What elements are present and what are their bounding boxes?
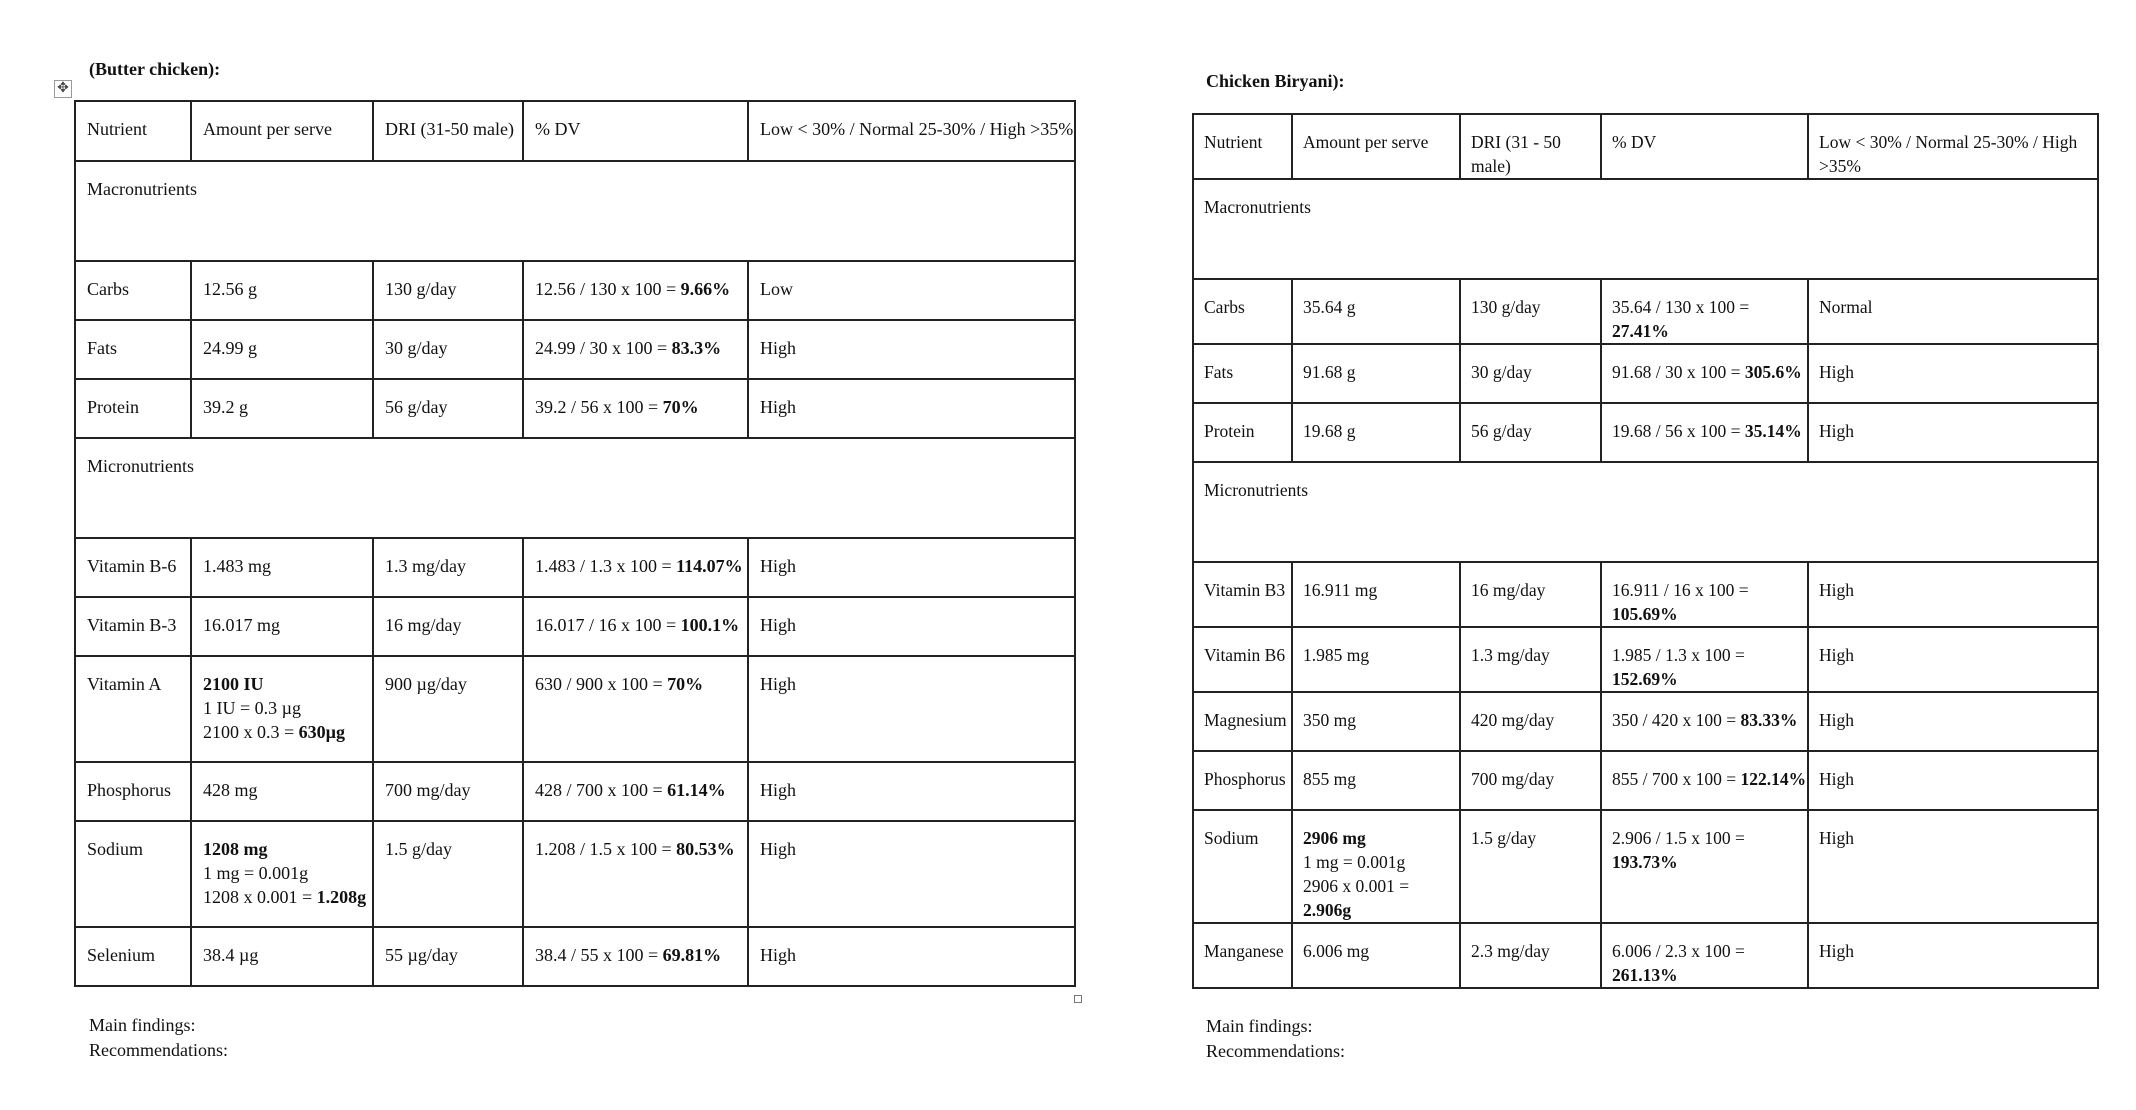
chicken-biryani-notes	[1206, 1014, 2099, 1064]
amount-cell[interactable]: 35.64 g	[1292, 279, 1460, 344]
dri-cell[interactable]: 420 mg/day	[1460, 692, 1601, 751]
nutrient-cell[interactable]: Sodium	[1193, 810, 1292, 923]
table-row	[1193, 751, 2098, 810]
dv-cell[interactable]: 855 / 700 x 100 = 122.14%	[1601, 751, 1808, 810]
dri-cell[interactable]: 16 mg/day	[373, 597, 523, 656]
level-cell[interactable]: High	[748, 927, 1075, 986]
header-cell[interactable]: Low < 30% / Normal 25-30% / High >35%	[1808, 114, 2098, 179]
dv-cell[interactable]: 91.68 / 30 x 100 = 305.6%	[1601, 344, 1808, 403]
chicken-biryani-section	[1192, 70, 2099, 1064]
table-row	[75, 597, 1075, 656]
level-cell[interactable]: High	[1808, 923, 2098, 988]
table-row	[1193, 692, 2098, 751]
table-row	[1193, 923, 2098, 988]
nutrient-cell[interactable]: Carbs	[1193, 279, 1292, 344]
dri-cell[interactable]: 1.3 mg/day	[373, 538, 523, 597]
amount-cell[interactable]: 350 mg	[1292, 692, 1460, 751]
amount-cell[interactable]: 91.68 g	[1292, 344, 1460, 403]
level-cell[interactable]: High	[748, 538, 1075, 597]
amount-cell[interactable]: 16.911 mg	[1292, 562, 1460, 627]
nutrient-cell[interactable]: Vitamin B-6	[75, 538, 191, 597]
dv-cell[interactable]: 350 / 420 x 100 = 83.33%	[1601, 692, 1808, 751]
table-row	[1193, 562, 2098, 627]
butter-chicken-nutrient-table	[74, 100, 1076, 987]
main-findings-label[interactable]: Main findings:	[89, 1015, 196, 1035]
level-cell[interactable]: High	[1808, 751, 2098, 810]
level-cell[interactable]: High	[748, 821, 1075, 927]
dri-cell[interactable]: 1.5 g/day	[373, 821, 523, 927]
butter-chicken-section	[57, 58, 1076, 1063]
dri-cell[interactable]: 900 µg/day	[373, 656, 523, 762]
dv-cell[interactable]: 12.56 / 130 x 100 = 9.66%	[523, 261, 748, 320]
dv-cell[interactable]: 630 / 900 x 100 = 70%	[523, 656, 748, 762]
section-label-micronutrients[interactable]: Micronutrients	[1193, 462, 2098, 562]
nutrient-cell[interactable]: Vitamin B6	[1193, 627, 1292, 692]
dv-cell[interactable]: 6.006 / 2.3 x 100 = 261.13%	[1601, 923, 1808, 988]
amount-cell[interactable]: 24.99 g	[191, 320, 373, 379]
section-row	[75, 161, 1075, 261]
amount-cell[interactable]: 2100 IU 1 IU = 0.3 µg 2100 x 0.3 = 630µg	[191, 656, 373, 762]
table-row	[75, 379, 1075, 438]
nutrient-cell[interactable]: Protein	[1193, 403, 1292, 462]
level-cell[interactable]: High	[1808, 403, 2098, 462]
dv-cell[interactable]: 1.483 / 1.3 x 100 = 114.07%	[523, 538, 748, 597]
section-label-macronutrients[interactable]: Macronutrients	[1193, 179, 2098, 279]
dri-cell[interactable]: 30 g/day	[1460, 344, 1601, 403]
level-cell[interactable]: High	[1808, 562, 2098, 627]
level-cell[interactable]: High	[1808, 692, 2098, 751]
level-cell[interactable]: High	[748, 320, 1075, 379]
dv-cell[interactable]: 16.911 / 16 x 100 = 105.69%	[1601, 562, 1808, 627]
section-row	[75, 438, 1075, 538]
header-cell[interactable]: % DV	[1601, 114, 1808, 179]
table-row	[75, 821, 1075, 927]
amount-cell[interactable]: 16.017 mg	[191, 597, 373, 656]
table-row	[1193, 810, 2098, 923]
table-row	[75, 656, 1075, 762]
amount-cell[interactable]: 6.006 mg	[1292, 923, 1460, 988]
dri-cell[interactable]: 56 g/day	[373, 379, 523, 438]
table-row	[1193, 279, 2098, 344]
dri-cell[interactable]: 700 mg/day	[373, 762, 523, 821]
amount-cell[interactable]: 1208 mg 1 mg = 0.001g 1208 x 0.001 = 1.208g	[191, 821, 373, 927]
chicken-biryani-title: Chicken Biryani):	[1206, 71, 1345, 91]
nutrient-cell[interactable]: Fats	[75, 320, 191, 379]
header-cell[interactable]: DRI (31-50 male)	[373, 101, 523, 161]
butter-chicken-title: (Butter chicken):	[89, 59, 221, 79]
amount-cell[interactable]: 12.56 g	[191, 261, 373, 320]
header-cell[interactable]: Nutrient	[1193, 114, 1292, 179]
nutrient-cell[interactable]: Selenium	[75, 927, 191, 986]
header-cell[interactable]: Nutrient	[75, 101, 191, 161]
section-row	[1193, 462, 2098, 562]
amount-cell[interactable]: 2906 mg 1 mg = 0.001g 2906 x 0.001 = 2.906g	[1292, 810, 1460, 923]
amount-cell[interactable]: 428 mg	[191, 762, 373, 821]
header-cell[interactable]: Amount per serve	[191, 101, 373, 161]
main-findings-label[interactable]: Main findings:	[1206, 1016, 1313, 1036]
dri-cell[interactable]: 30 g/day	[373, 320, 523, 379]
table-row	[75, 762, 1075, 821]
level-cell[interactable]: High	[748, 597, 1075, 656]
dv-cell[interactable]: 16.017 / 16 x 100 = 100.1%	[523, 597, 748, 656]
level-cell[interactable]: Normal	[1808, 279, 2098, 344]
dri-cell[interactable]: 55 µg/day	[373, 927, 523, 986]
recommendations-label[interactable]: Recommendations:	[1206, 1041, 1345, 1061]
table-row	[75, 261, 1075, 320]
header-cell[interactable]: Amount per serve	[1292, 114, 1460, 179]
table-row	[75, 320, 1075, 379]
level-cell[interactable]: High	[1808, 810, 2098, 923]
dri-cell[interactable]: 1.3 mg/day	[1460, 627, 1601, 692]
table-row	[75, 538, 1075, 597]
nutrient-cell[interactable]: Vitamin B3	[1193, 562, 1292, 627]
dri-cell[interactable]: 700 mg/day	[1460, 751, 1601, 810]
level-cell[interactable]: High	[748, 379, 1075, 438]
table-row	[1193, 403, 2098, 462]
amount-cell[interactable]: 1.483 mg	[191, 538, 373, 597]
level-cell[interactable]: Low	[748, 261, 1075, 320]
header-cell[interactable]: % DV	[523, 101, 748, 161]
table-header-row	[75, 101, 1075, 161]
nutrient-cell[interactable]: Phosphorus	[1193, 751, 1292, 810]
nutrient-cell[interactable]: Protein	[75, 379, 191, 438]
chicken-biryani-nutrient-table	[1192, 113, 2099, 989]
nutrient-cell[interactable]: Vitamin A	[75, 656, 191, 762]
dri-cell[interactable]: 1.5 g/day	[1460, 810, 1601, 923]
table-resize-handle[interactable]	[1074, 995, 1082, 1003]
nutrient-cell[interactable]: Phosphorus	[75, 762, 191, 821]
table-row	[1193, 627, 2098, 692]
dri-cell[interactable]: 56 g/day	[1460, 403, 1601, 462]
level-cell[interactable]: High	[748, 762, 1075, 821]
dv-cell[interactable]: 1.208 / 1.5 x 100 = 80.53%	[523, 821, 748, 927]
dri-cell[interactable]: 16 mg/day	[1460, 562, 1601, 627]
amount-cell[interactable]: 39.2 g	[191, 379, 373, 438]
dri-cell[interactable]: 130 g/day	[373, 261, 523, 320]
dv-cell[interactable]: 39.2 / 56 x 100 = 70%	[523, 379, 748, 438]
dv-cell[interactable]: 35.64 / 130 x 100 = 27.41%	[1601, 279, 1808, 344]
table-row	[1193, 344, 2098, 403]
amount-cell[interactable]: 1.985 mg	[1292, 627, 1460, 692]
recommendations-label[interactable]: Recommendations:	[89, 1040, 228, 1060]
dv-cell[interactable]: 24.99 / 30 x 100 = 83.3%	[523, 320, 748, 379]
dri-cell[interactable]: 130 g/day	[1460, 279, 1601, 344]
nutrient-cell[interactable]: Carbs	[75, 261, 191, 320]
dv-cell[interactable]: 428 / 700 x 100 = 61.14%	[523, 762, 748, 821]
dri-cell[interactable]: 2.3 mg/day	[1460, 923, 1601, 988]
section-label-macronutrients[interactable]: Macronutrients	[75, 161, 1075, 261]
amount-cell[interactable]: 38.4 µg	[191, 927, 373, 986]
nutrient-cell[interactable]: Magnesium	[1193, 692, 1292, 751]
dv-cell[interactable]: 2.906 / 1.5 x 100 = 193.73%	[1601, 810, 1808, 923]
amount-cell[interactable]: 19.68 g	[1292, 403, 1460, 462]
dv-cell[interactable]: 19.68 / 56 x 100 = 35.14%	[1601, 403, 1808, 462]
amount-cell[interactable]: 855 mg	[1292, 751, 1460, 810]
header-cell[interactable]: Low < 30% / Normal 25-30% / High >35%	[748, 101, 1075, 161]
section-label-micronutrients[interactable]: Micronutrients	[75, 438, 1075, 538]
nutrient-cell[interactable]: Sodium	[75, 821, 191, 927]
dv-cell[interactable]: 38.4 / 55 x 100 = 69.81%	[523, 927, 748, 986]
table-move-handle-icon[interactable]: ✥	[54, 80, 72, 98]
section-row	[1193, 179, 2098, 279]
nutrient-cell[interactable]: Fats	[1193, 344, 1292, 403]
nutrient-cell[interactable]: Vitamin B-3	[75, 597, 191, 656]
nutrient-cell[interactable]: Manganese	[1193, 923, 1292, 988]
level-cell[interactable]: High	[748, 656, 1075, 762]
level-cell[interactable]: High	[1808, 344, 2098, 403]
level-cell[interactable]: High	[1808, 627, 2098, 692]
butter-chicken-notes	[89, 1013, 1076, 1063]
table-row	[75, 927, 1075, 986]
table-header-row	[1193, 114, 2098, 179]
header-cell[interactable]: DRI (31 - 50 male)	[1460, 114, 1601, 179]
dv-cell[interactable]: 1.985 / 1.3 x 100 = 152.69%	[1601, 627, 1808, 692]
